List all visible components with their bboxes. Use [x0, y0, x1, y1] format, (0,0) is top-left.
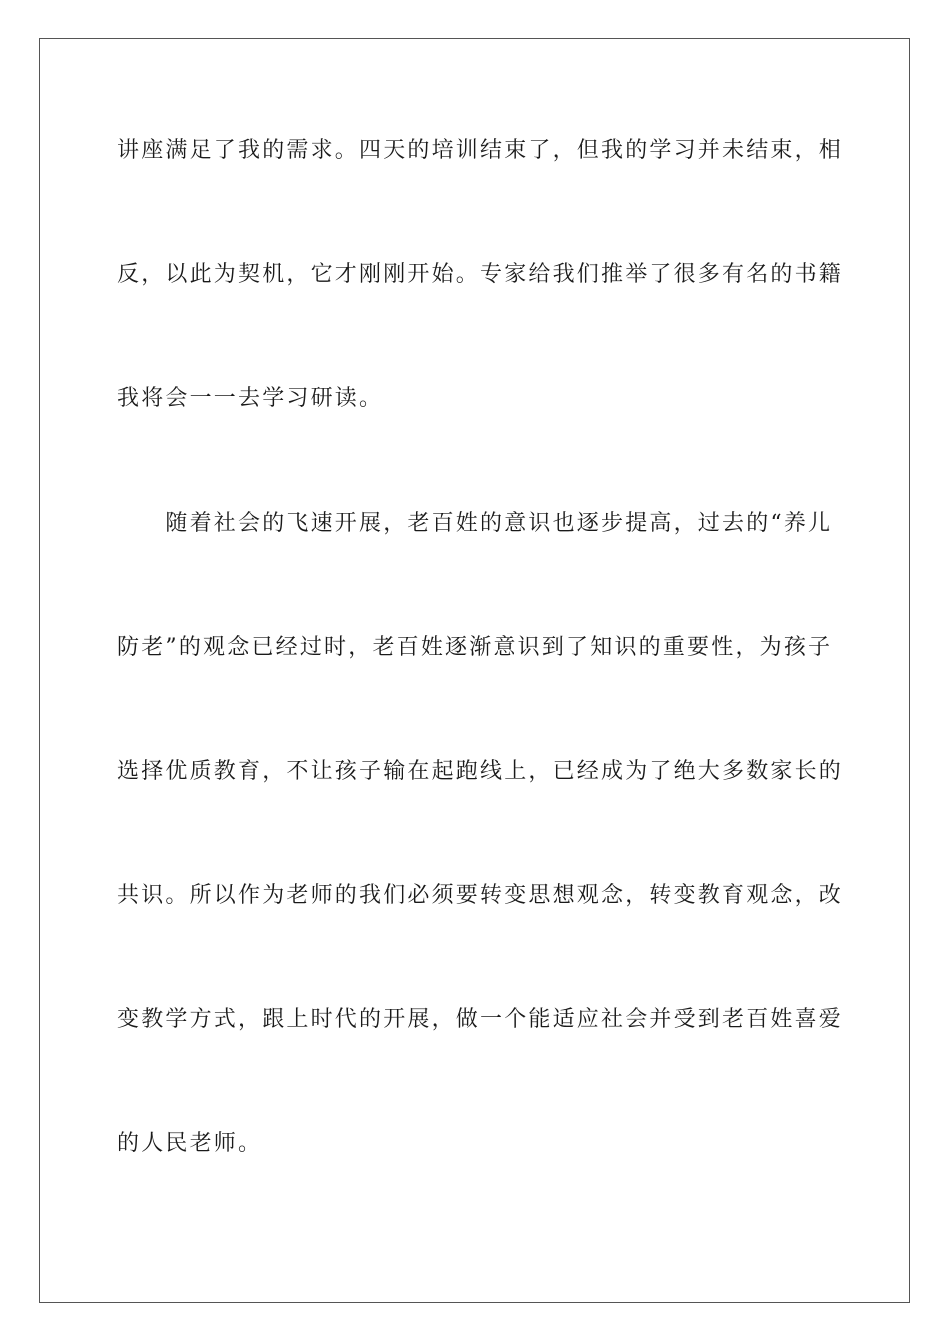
text-line: 共识。所以作为老师的我们必须要转变思想观念，转变教育观念，改	[117, 883, 844, 908]
text-line: 随着社会的飞速开展，老百姓的意识也逐步提高，过去的“养儿	[117, 511, 833, 536]
text-line: 变教学方式，跟上时代的开展，做一个能适应社会并受到老百姓喜爱	[117, 1007, 844, 1032]
text-line: 选择优质教育，不让孩子输在起跑线上，已经成为了绝大多数家长的	[117, 759, 844, 784]
text-line: 的人民老师。	[117, 1131, 263, 1156]
page-border	[39, 38, 910, 1303]
text-line: 反，以此为契机，它才刚刚开始。专家给我们推举了很多有名的书籍	[117, 262, 844, 287]
text-line: 讲座满足了我的需求。四天的培训结束了，但我的学习并未结束，相	[117, 138, 844, 163]
text-line: 防老”的观念已经过时，老百姓逐渐意识到了知识的重要性，为孩子	[117, 635, 833, 660]
text-line: 我将会一一去学习研读。	[117, 386, 384, 411]
